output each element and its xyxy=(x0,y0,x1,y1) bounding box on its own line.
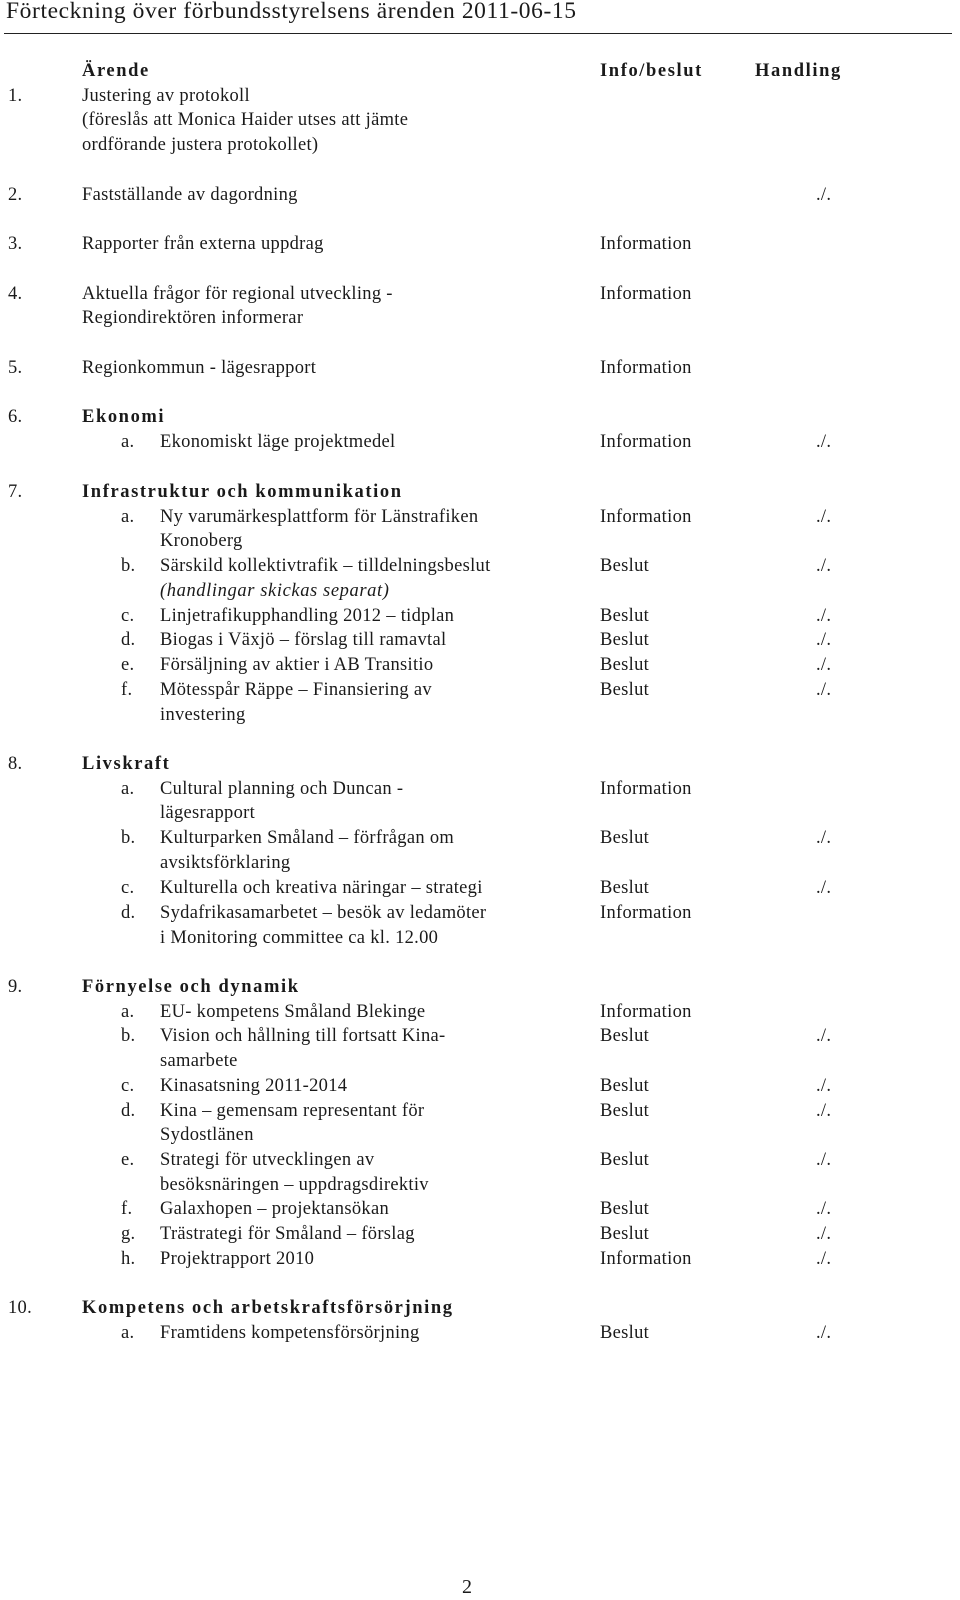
sub-item-letter: e. xyxy=(121,655,135,675)
sub-item-text: Sydafrikasamarbetet – besök av ledamöter xyxy=(160,903,487,923)
info-status: Beslut xyxy=(600,556,650,576)
sub-item-letter: a. xyxy=(121,779,135,799)
sub-item-note: (handlingar skickas separat) xyxy=(160,581,390,601)
section-heading: Ekonomi xyxy=(82,407,166,427)
title-rule xyxy=(4,33,952,34)
sub-item-letter: c. xyxy=(121,878,135,898)
sub-item-letter: g. xyxy=(121,1224,136,1244)
page-number: 2 xyxy=(462,1576,472,1598)
handling-mark: ./. xyxy=(816,1150,832,1170)
sub-item-text: Projektrapport 2010 xyxy=(160,1249,315,1269)
sub-item-letter: f. xyxy=(121,1199,133,1219)
info-status: Beslut xyxy=(600,1224,650,1244)
sub-item-text: Linjetrafikupphandling 2012 – tidplan xyxy=(160,606,455,626)
handling-mark: ./. xyxy=(816,1076,832,1096)
info-status: Information xyxy=(600,234,692,254)
sub-item-letter: f. xyxy=(121,680,133,700)
sub-item-text: Kinasatsning 2011-2014 xyxy=(160,1076,348,1096)
sub-item-text: Sydostlänen xyxy=(160,1125,254,1145)
sub-item-text: besöksnäringen – uppdragsdirektiv xyxy=(160,1175,429,1195)
item-number: 4. xyxy=(8,284,23,304)
section-heading: Kompetens och arbetskraftsförsörjning xyxy=(82,1298,454,1318)
sub-item-text: Ekonomiskt läge projektmedel xyxy=(160,432,396,452)
sub-item-letter: c. xyxy=(121,1076,135,1096)
column-header-arende: Ärende xyxy=(82,61,150,81)
info-status: Beslut xyxy=(600,1101,650,1121)
section-heading: Livskraft xyxy=(82,754,171,774)
sub-item-text: Trästrategi för Småland – förslag xyxy=(160,1224,415,1244)
handling-mark: ./. xyxy=(816,630,832,650)
handling-mark: ./. xyxy=(816,606,832,626)
info-status: Beslut xyxy=(600,1026,650,1046)
sub-item-text: Försäljning av aktier i AB Transitio xyxy=(160,655,434,675)
item-number: 2. xyxy=(8,185,23,205)
handling-mark: ./. xyxy=(816,655,832,675)
handling-mark: ./. xyxy=(816,432,832,452)
item-text: Aktuella frågor för regional utveckling - xyxy=(82,284,393,304)
sub-item-letter: c. xyxy=(121,606,135,626)
item-number: 3. xyxy=(8,234,23,254)
sub-item-text: avsiktsförklaring xyxy=(160,853,291,873)
sub-item-letter: d. xyxy=(121,1101,136,1121)
sub-item-letter: h. xyxy=(121,1249,136,1269)
info-status: Information xyxy=(600,284,692,304)
item-number: 6. xyxy=(8,407,23,427)
info-status: Beslut xyxy=(600,1323,650,1343)
handling-mark: ./. xyxy=(816,1199,832,1219)
handling-mark: ./. xyxy=(816,556,832,576)
document-title: Förteckning över förbundsstyrelsens ärenden 2011-06-15 xyxy=(6,0,577,24)
item-text: Regiondirektören informerar xyxy=(82,308,304,328)
handling-mark: ./. xyxy=(816,1323,832,1343)
sub-item-text: Biogas i Växjö – förslag till ramavtal xyxy=(160,630,447,650)
sub-item-text: investering xyxy=(160,705,246,725)
sub-item-text: Galaxhopen – projektansökan xyxy=(160,1199,390,1219)
handling-mark: ./. xyxy=(816,507,832,527)
sub-item-letter: b. xyxy=(121,828,136,848)
item-text: (föreslås att Monica Haider utses att jämte xyxy=(82,110,409,130)
sub-item-text: Framtidens kompetensförsörjning xyxy=(160,1323,420,1343)
sub-item-letter: e. xyxy=(121,1150,135,1170)
info-status: Information xyxy=(600,1002,692,1022)
item-number: 7. xyxy=(8,482,23,502)
sub-item-text: i Monitoring committee ca kl. 12.00 xyxy=(160,928,439,948)
sub-item-text: Kronoberg xyxy=(160,531,243,551)
info-status: Beslut xyxy=(600,1150,650,1170)
item-number: 10. xyxy=(8,1298,33,1318)
sub-item-text: Mötesspår Räppe – Finansiering av xyxy=(160,680,432,700)
sub-item-text: Kulturella och kreativa näringar – strategi xyxy=(160,878,483,898)
info-status: Beslut xyxy=(600,1199,650,1219)
column-header-handling: Handling xyxy=(755,61,842,81)
info-status: Information xyxy=(600,1249,692,1269)
item-number: 5. xyxy=(8,358,23,378)
handling-mark: ./. xyxy=(816,185,832,205)
sub-item-text: lägesrapport xyxy=(160,803,256,823)
info-status: Information xyxy=(600,903,692,923)
item-number: 8. xyxy=(8,754,23,774)
info-status: Information xyxy=(600,358,692,378)
sub-item-text: Cultural planning och Duncan - xyxy=(160,779,404,799)
handling-mark: ./. xyxy=(816,1224,832,1244)
sub-item-letter: a. xyxy=(121,1002,135,1022)
sub-item-text: Särskild kollektivtrafik – tilldelningsbeslut xyxy=(160,556,491,576)
item-number: 9. xyxy=(8,977,23,997)
section-heading: Infrastruktur och kommunikation xyxy=(82,482,403,502)
item-text: Regionkommun - lägesrapport xyxy=(82,358,317,378)
sub-item-letter: a. xyxy=(121,432,135,452)
sub-item-letter: a. xyxy=(121,1323,135,1343)
item-number: 1. xyxy=(8,86,23,106)
info-status: Information xyxy=(600,779,692,799)
sub-item-text: Kulturparken Småland – förfrågan om xyxy=(160,828,455,848)
sub-item-text: EU- kompetens Småland Blekinge xyxy=(160,1002,426,1022)
info-status: Beslut xyxy=(600,1076,650,1096)
handling-mark: ./. xyxy=(816,828,832,848)
section-heading: Förnyelse och dynamik xyxy=(82,977,300,997)
sub-item-letter: b. xyxy=(121,556,136,576)
item-text: ordförande justera protokollet) xyxy=(82,135,319,155)
handling-mark: ./. xyxy=(816,1101,832,1121)
info-status: Beslut xyxy=(600,606,650,626)
info-status: Beslut xyxy=(600,630,650,650)
info-status: Information xyxy=(600,432,692,452)
item-text: Fastställande av dagordning xyxy=(82,185,298,205)
sub-item-text: Ny varumärkesplattform för Länstrafiken xyxy=(160,507,479,527)
sub-item-text: Vision och hållning till fortsatt Kina- xyxy=(160,1026,446,1046)
sub-item-letter: d. xyxy=(121,630,136,650)
sub-item-text: samarbete xyxy=(160,1051,238,1071)
info-status: Beslut xyxy=(600,828,650,848)
item-text: Justering av protokoll xyxy=(82,86,250,106)
info-status: Beslut xyxy=(600,680,650,700)
info-status: Beslut xyxy=(600,655,650,675)
handling-mark: ./. xyxy=(816,1249,832,1269)
sub-item-text: Strategi för utvecklingen av xyxy=(160,1150,375,1170)
handling-mark: ./. xyxy=(816,1026,832,1046)
handling-mark: ./. xyxy=(816,680,832,700)
info-status: Information xyxy=(600,507,692,527)
sub-item-letter: d. xyxy=(121,903,136,923)
item-text: Rapporter från externa uppdrag xyxy=(82,234,324,254)
handling-mark: ./. xyxy=(816,878,832,898)
sub-item-letter: b. xyxy=(121,1026,136,1046)
column-header-info: Info/beslut xyxy=(600,61,703,81)
sub-item-text: Kina – gemensam representant för xyxy=(160,1101,425,1121)
info-status: Beslut xyxy=(600,878,650,898)
sub-item-letter: a. xyxy=(121,507,135,527)
